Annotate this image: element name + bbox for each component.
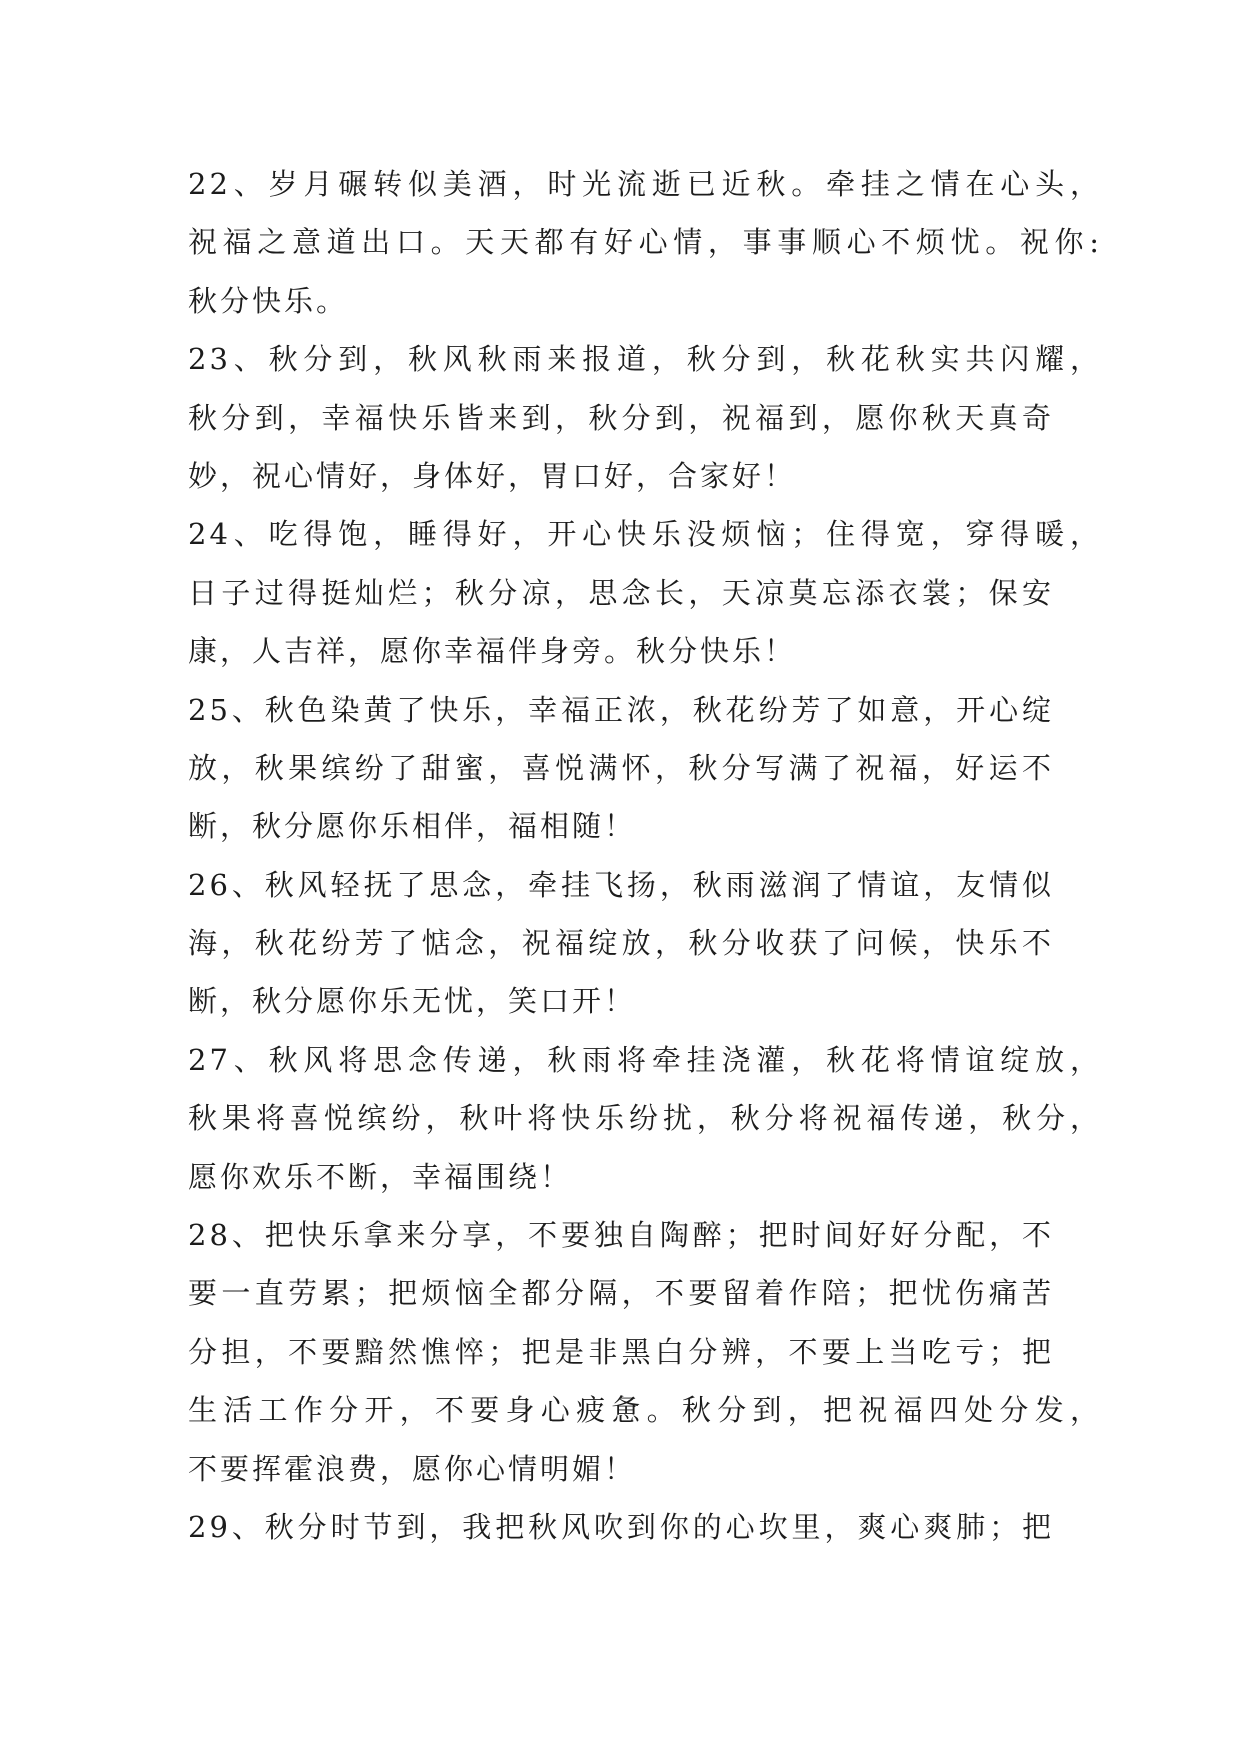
paragraph [188,1498,1128,1556]
paragraph [188,856,1128,1031]
text-line: 妙，祝心情好，身体好，胃口好，合家好！ [188,458,797,493]
text-line: 康，人吉祥，愿你幸福伴身旁。秋分快乐！ [188,634,797,669]
text-line: 海，秋花纷芳了惦念，祝福绽放，秋分收获了问候，快乐不 [188,926,1054,961]
text-line: 27、秋风将思念传递，秋雨将牵挂浇灌，秋花将情谊绽放， [188,1042,1102,1077]
text-line: 断，秋分愿你乐相伴，福相随！ [188,809,637,844]
text-line: 26、秋风轻抚了思念，牵挂飞扬，秋雨滋润了情谊，友情似 [188,867,1054,902]
text-line: 22、岁月碾转似美酒，时光流逝已近秋。牵挂之情在心头， [188,167,1102,201]
text-line: 29、秋分时节到，我把秋风吹到你的心坎里，爽心爽肺；把 [188,1509,1054,1544]
text-line: 25、秋色染黄了快乐，幸福正浓，秋花纷芳了如意，开心绽 [188,692,1054,727]
text-line: 秋分到，幸福快乐皆来到，秋分到，祝福到，愿你秋天真奇 [188,400,1054,435]
text-line: 要一直劳累；把烦恼全都分隔，不要留着作陪；把忧伤痛苦 [188,1276,1054,1311]
text-line: 秋果将喜悦缤纷，秋叶将快乐纷扰，秋分将祝福传递，秋分， [188,1101,1102,1136]
document-page [188,155,1128,1556]
text-line: 秋分快乐。 [188,283,349,318]
text-line: 不要挥霍浪费，愿你心情明媚！ [188,1451,637,1486]
text-line: 断，秋分愿你乐无忧，笑口开！ [188,984,637,1019]
text-line: 分担，不要黯然憔悴；把是非黑白分辨，不要上当吃亏；把 [188,1334,1054,1369]
text-line: 23、秋分到，秋风秋雨来报道，秋分到，秋花秋实共闪耀， [188,342,1102,377]
paragraph [188,330,1128,505]
text-line: 放，秋果缤纷了甜蜜，喜悦满怀，秋分写满了祝福，好运不 [188,750,1054,785]
paragraph [188,1031,1128,1206]
text-line: 28、把快乐拿来分享，不要独自陶醉；把时间好好分配，不 [188,1218,1054,1253]
text-line: 日子过得挺灿烂；秋分凉，思念长，天凉莫忘添衣裳；保安 [188,575,1054,610]
paragraph [188,505,1128,680]
paragraph [188,155,1128,330]
text-line: 愿你欢乐不断，幸福围绕！ [188,1159,573,1194]
text-line: 祝福之意道出口。天天都有好心情，事事顺心不烦忧。祝你: [188,225,1102,260]
text-line: 24、吃得饱，睡得好，开心快乐没烦恼；住得宽，穿得暖， [188,517,1102,552]
paragraph [188,681,1128,856]
text-line: 生活工作分开，不要身心疲惫。秋分到，把祝福四处分发， [188,1393,1102,1428]
paragraph [188,1206,1128,1498]
